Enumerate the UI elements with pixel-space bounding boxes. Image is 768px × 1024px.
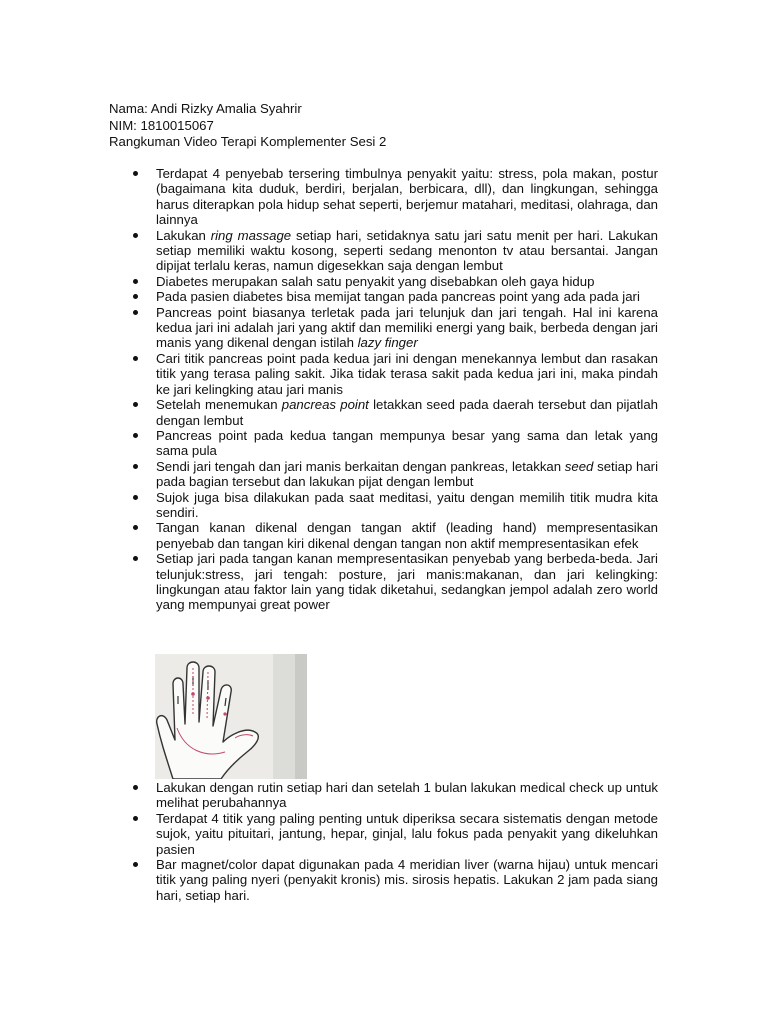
- list-item: Tangan kanan dikenal dengan tangan aktif (leading hand) mempresentasikan penyebab dan tangan kiri dikenal dengan tangan non aktif mempresentasikan efek: [109, 520, 658, 551]
- bullet-dot-icon: [133, 785, 138, 790]
- list-item: Terdapat 4 penyebab tersering timbulnya penyakit yaitu: stress, pola makan, postur (bagaimana kita duduk, berdiri, berjalan, berbicara, dll), dan lingkungan, sehingga harus diterapkan pola hidup sehat seperti, berjemur matahari, meditasi, olahraga, dan lainnya: [109, 166, 658, 228]
- student-name: Nama: Andi Rizky Amalia Syahrir: [109, 101, 302, 116]
- list-item: Sendi jari tengah dan jari manis berkaitan dengan pankreas, letakkan seed setiap hari pada bagian tersebut dan lakukan pijat dengan lembut: [109, 459, 658, 490]
- bullet-dot-icon: [133, 525, 138, 530]
- list-item: Bar magnet/color dapat digunakan pada 4 meridian liver (warna hijau) untuk mencari titik yang paling nyeri (penyakit kronis) mis. sirosis hepatis. Lakukan 2 jam pada siang hari, setiap hari.: [109, 857, 658, 903]
- list-item: Sujok juga bisa dilakukan pada saat meditasi, yaitu dengan memilih titik mudra kita sendiri.: [109, 490, 658, 521]
- list-item: Diabetes merupakan salah satu penyakit yang disebabkan oleh gaya hidup: [109, 274, 658, 289]
- document-title: Rangkuman Video Terapi Komplementer Sesi 2: [109, 134, 387, 149]
- bullet-dot-icon: [133, 310, 138, 315]
- list-item: Pancreas point pada kedua tangan mempunya besar yang sama dan letak yang sama pula: [109, 428, 658, 459]
- hand-diagram-photo: [155, 654, 307, 779]
- bullet-dot-icon: [133, 233, 138, 238]
- bullet-dot-icon: [133, 862, 138, 867]
- list-item: Pancreas point biasanya terletak pada jari telunjuk dan jari tengah. Hal ini karena kedua jari ini adalah jari yang aktif dan memiliki energi yang baik, berbeda dengan jari manis yang dikenal dengan istilah lazy finger: [109, 305, 658, 351]
- bullet-dot-icon: [133, 402, 138, 407]
- list-item: Cari titik pancreas point pada kedua jari ini dengan menekannya lembut dan rasakan titik yang terasa paling sakit. Jika tidak terasa sakit pada kedua jari ini, maka pindah ke jari kelingking atau jari manis: [109, 351, 658, 397]
- list-item: Setelah menemukan pancreas point letakkan seed pada daerah tersebut dan pijatlah dengan lembut: [109, 397, 658, 428]
- list-item: Terdapat 4 titik yang paling penting untuk diperiksa secara sistematis dengan metode sujok, yaitu pituitari, jantung, hepar, ginjal, lalu fokus pada penyakit yang dikeluhkan pasien: [109, 811, 658, 857]
- bullet-list-1: [109, 166, 658, 613]
- bullet-dot-icon: [133, 294, 138, 299]
- bullet-dot-icon: [133, 356, 138, 361]
- list-item: Setiap jari pada tangan kanan mempresentasikan penyebab yang berbeda-beda. Jari telunjuk:stress, jari tengah: posture, jari manis:makanan, dan jari kelingking: lingkungan atau faktor lain yang tidak diketahui, sedangkan jempol adalah zero world yang mempunyai great power: [109, 551, 658, 613]
- student-nim: NIM: 1810015067: [109, 117, 214, 133]
- bullet-dot-icon: [133, 556, 138, 561]
- bullet-dot-icon: [133, 495, 138, 500]
- bullet-dot-icon: [133, 171, 138, 176]
- list-item: Pada pasien diabetes bisa memijat tangan pada pancreas point yang ada pada jari: [109, 289, 658, 304]
- bullet-dot-icon: [133, 816, 138, 821]
- list-item: Lakukan ring massage setiap hari, setidaknya satu jari satu menit per hari. Lakukan setiap memiliki waktu kosong, seperti sedang menonton tv atau bersantai. Jangan dipijat terlalu keras, namun digesekkan saja dengan lembut: [109, 228, 658, 274]
- bullet-dot-icon: [133, 279, 138, 284]
- bullet-list-2: [109, 780, 658, 903]
- list-item: Lakukan dengan rutin setiap hari dan setelah 1 bulan lakukan medical check up untuk melihat perubahannya: [109, 780, 658, 811]
- document-header: [109, 101, 386, 151]
- bullet-dot-icon: [133, 464, 138, 469]
- bullet-dot-icon: [133, 433, 138, 438]
